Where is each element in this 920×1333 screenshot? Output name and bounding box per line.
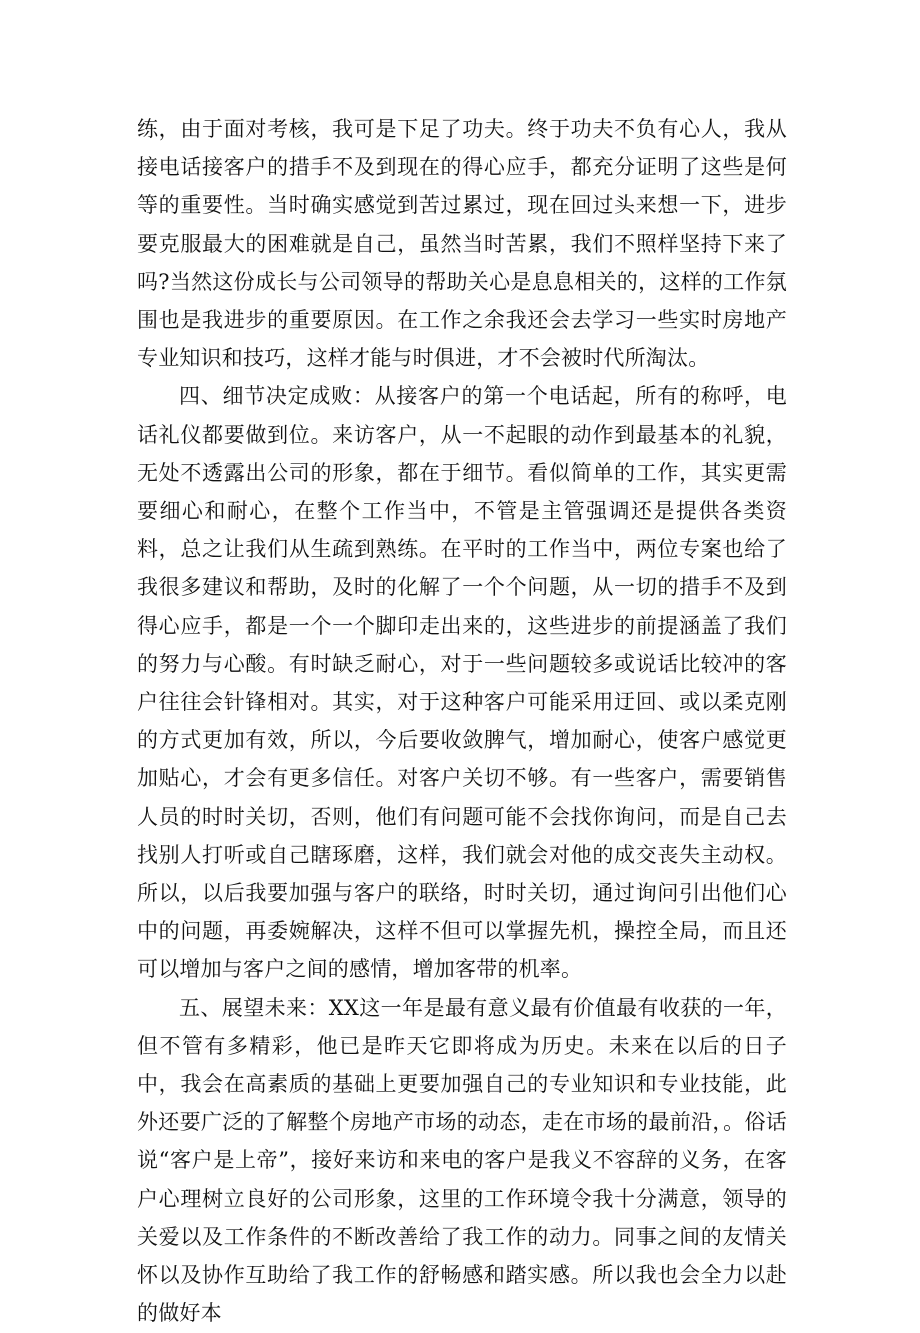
paragraph-outlook-future: 五、展望未来：XX这一年是最有意义最有价值最有收获的一年，但不管有多精彩，他已是昨天它即将成为历史。未来在以后的日子中，我会在高素质的基础上更要加强自己的专业知识和专业技能，此外还要广泛的了解整个房地产市场的动态，走在市场的最前沿，。俗话说“客户是上帝”，接好来访和来电的客户是我义不容辞的义务，在客户心理树立良好的公司形象，这里的工作环境令我十分满意，领导的关爱以及工作条件的不断改善给了我工作的动力。同事之间的友情关怀以及协作互助给了我工作的舒畅感和踏实感。所以我也会全力以赴的做好本: [137, 995, 787, 1326]
document-page: [137, 110, 787, 1333]
paragraph-details-decide-success: 四、细节决定成败：从接客户的第一个电话起，所有的称呼，电话礼仪都要做到位。来访客户，从一不起眼的动作到最基本的礼貌，无处不透露出公司的形象，都在于细节。看似简单的工作，其实更需要细心和耐心，在整个工作当中，不管是主管强调还是提供各类资料，总之让我们从生疏到熟练。在平时的工作当中，两位专案也给了我很多建议和帮助，及时的化解了一个个问题，从一切的措手不及到得心应手，都是一个一个脚印走出来的，这些进步的前提涵盖了我们的努力与心酸。有时缺乏耐心，对于一些问题较多或说话比较冲的客户往往会针锋相对。其实，对于这种客户可能采用迂回、或以柔克刚的方式更加有效，所以，今后要收敛脾气，增加耐心，使客户感觉更加贴心，才会有更多信任。对客户关切不够。有一些客户，需要销售人员的时时关切，否则，他们有问题可能不会找你询问，而是自己去找别人打听或自己瞎琢磨，这样，我们就会对他的成交丧失主动权。所以，以后我要加强与客户的联络，时时关切，通过询问引出他们心中的问题，再委婉解决，这样不但可以掌握先机，操控全局，而且还可以增加与客户之间的感情，增加客带的机率。: [137, 384, 787, 982]
paragraph-continuation: 练，由于面对考核，我可是下足了功夫。终于功夫不负有心人，我从接电话接客户的措手不及到现在的得心应手，都充分证明了这些是何等的重要性。当时确实感觉到苦过累过，现在回过头来想一下，进步要克服最大的困难就是自己，虽然当时苦累，我们不照样坚持下来了吗?当然这份成长与公司领导的帮助关心是息息相关的，这样的工作氛围也是我进步的重要原因。在工作之余我还会去学习一些实时房地产专业知识和技巧，这样才能与时俱进，才不会被时代所淘汰。: [137, 117, 787, 371]
